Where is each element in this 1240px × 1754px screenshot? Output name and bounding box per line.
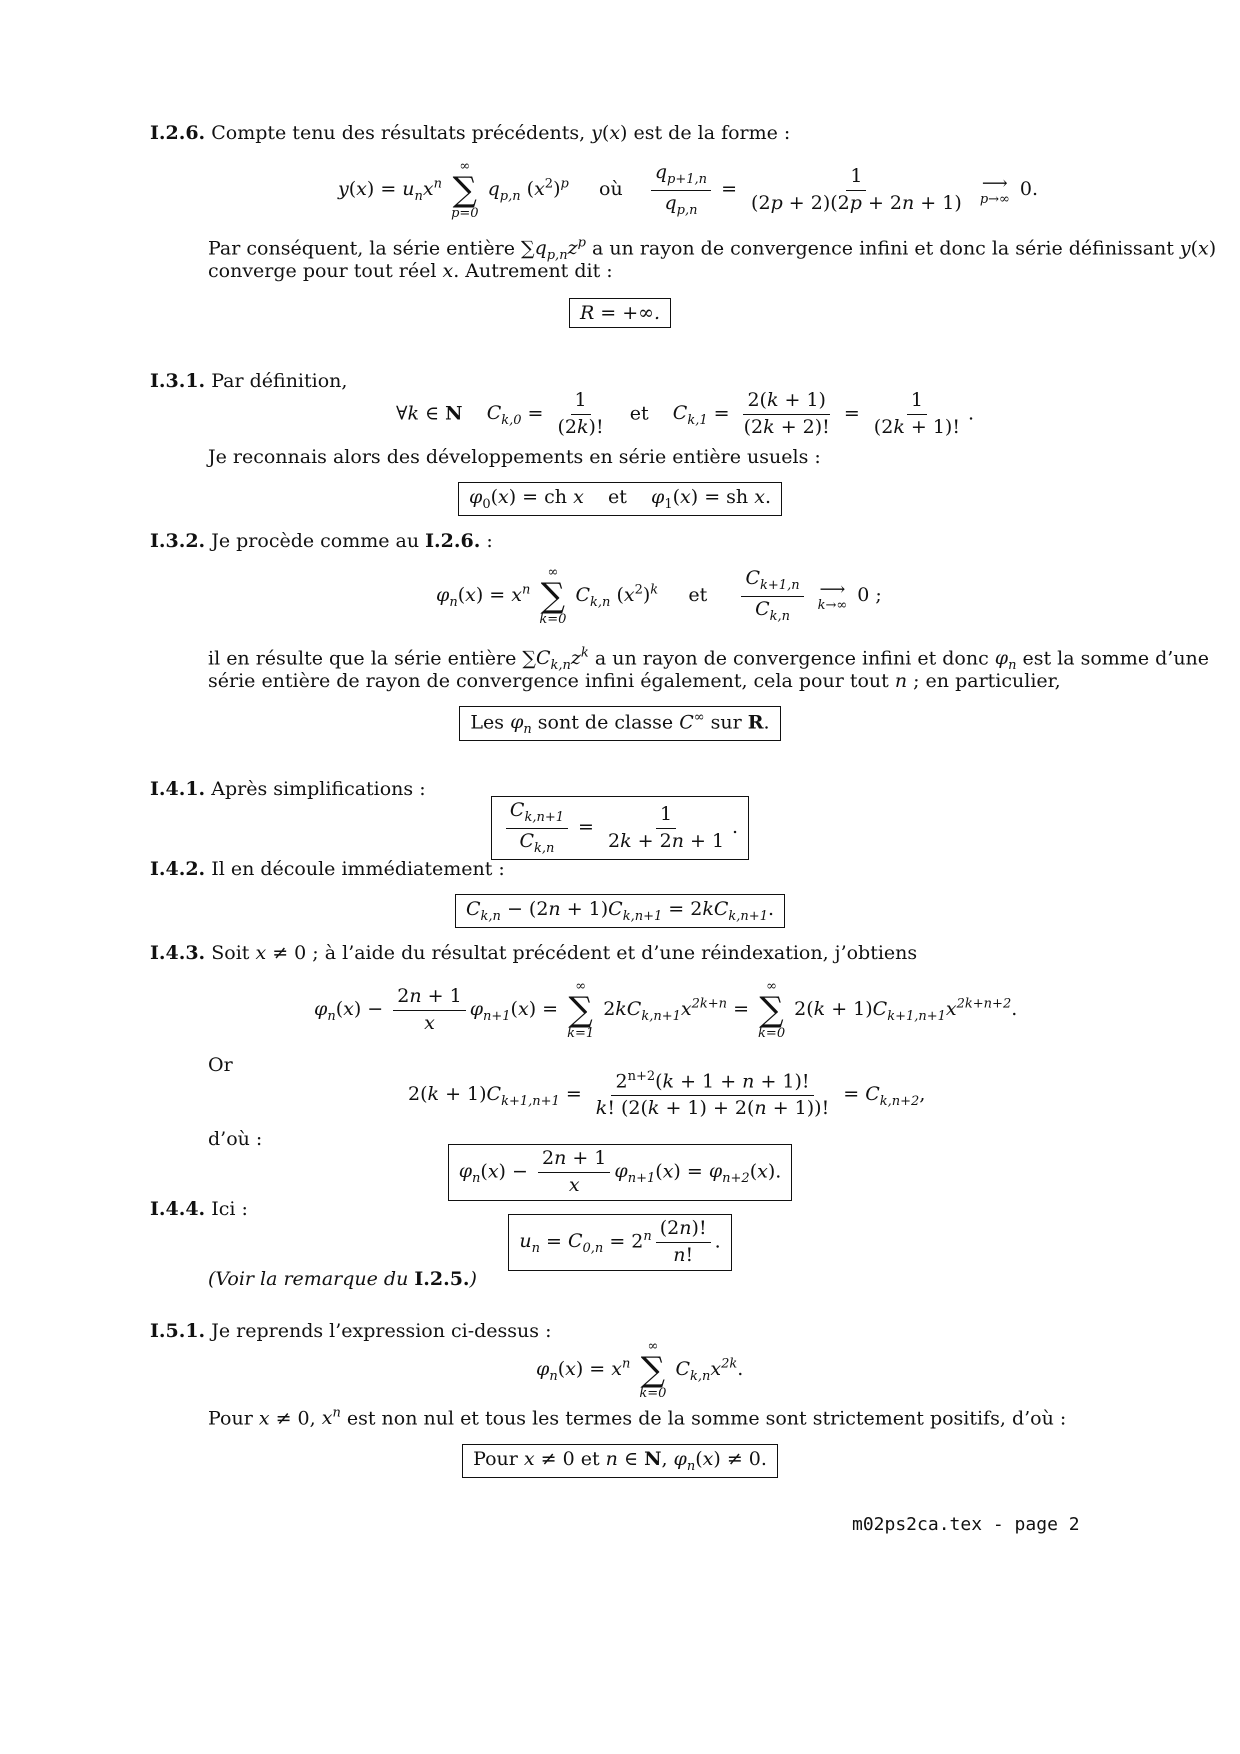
section-i-3-1: I.3.1. Par définition, [150,370,348,392]
paragraph: Par conséquent, la série entière $\sum q_{p,n}z^p$ a un rayon de convergence infini et donc la série définissant y(x) [208,236,1217,264]
page-footer: m02ps2ca.tex - page 2 [852,1514,1080,1535]
paragraph: Pour x ≠ 0, $x^n$ est non nul et tous les termes de la somme sont strictement positifs, d’où : [208,1406,1067,1430]
paragraph: série entière de rayon de convergence infini également, cela pour tout n ; en particulier, [208,670,1061,692]
equation-recurrence: $\varphi_n(x)$ − $\frac{2n + 1}{x}$ $\varphi_{n+1}(x)$ = ∞ ∑ k=1 $2kC_{k,n+1}x^{2k+n}$ = ∞ ∑ k=0 $2(k + 1)C_{k+1,n+1}x^{2k+n+2}$. [314,979,1018,1041]
paragraph: d’où : [208,1128,263,1150]
paragraph: Or [208,1054,233,1076]
paragraph: converge pour tout réel x. Autrement dit : [208,260,613,282]
boxed-result: Les $\varphi_n$ sont de classe C∞ sur R. [0,706,1240,741]
section-intro: Compte tenu des résultats précédents, [211,122,592,144]
section-i-4-4: I.4.4. Ici : [150,1198,248,1220]
section-i-2-6: I.2.6. Compte tenu des résultats précédents, y(x) est de la forme : [150,122,791,144]
paragraph: Je reconnais alors des développements en série entière usuels : [208,446,821,468]
boxed-result: $u_n = C_{0,n} = 2^n$ $\frac{(2n)!}{n!}$ . [0,1214,1240,1271]
boxed-result: $\varphi_n(x)$ − $\frac{2n + 1}{x}$ $\varphi_{n+1}(x) = \varphi_{n+2}(x)$. [0,1144,1240,1201]
remark: (Voir la remarque du I.2.5.) [208,1268,477,1290]
equation-series-y: $y(x) = u_nx^n$ ∞ ∑ p=0 $q_{p,n}$ $(x^2)^p$ où $\frac{q_{p+1,n}}{q_{p,n}}$ = $\frac{1}{(2p + 2)(2p + 2n + 1)}$ ⟶ p→∞ 0. [338,159,1039,221]
paragraph: il en résulte que la série entière $\sum C_{k,n}z^k$ a un rayon de convergence infini et donc $\varphi_n$ est la somme d’une [208,646,1210,674]
section-i-4-2: I.4.2. Il en découle immédiatement : [150,858,505,880]
boxed-result: $\varphi_0(x)$ = ch x et $\varphi_1(x)$ = sh x. [0,482,1240,516]
boxed-result: Pour x ≠ 0 et n ∈ N, $\varphi_n(x) \ne 0$. [0,1444,1240,1478]
boxed-result: $\frac{C_{k,n+1}}{C_{k,n}}$ = $\frac{1}{2k + 2n + 1}$ . [0,796,1240,860]
math-inline: y [591,122,602,144]
equation-phi-n-sum: $\varphi_n(x) = x^n$ ∞ ∑ k=0 $C_{k,n}x^{2k}$. [536,1339,744,1401]
equation-identity: $2(k + 1)C_{k+1,n+1}$ = $\frac{2^{n+2}(k + 1 + n + 1)!}{k! (2(k + 1) + 2(n + 1))!}$ = $C_{k,n+2}$, [408,1069,926,1120]
section-i-4-1: I.4.1. Après simplifications : [150,778,426,800]
section-label: I.2.6. [150,122,206,144]
equation-coefficients: ∀k ∈ N $C_{k,0}$ = $\frac{1}{(2k)!}$ et $C_{k,1}$ = $\frac{2(k + 1)}{(2k + 2)!}$ = $\frac{1}{(2k + 1)!}$ . [396,389,975,438]
section-i-5-1: I.5.1. Je reprends l’expression ci-dessus : [150,1320,552,1342]
boxed-result: $C_{k,n} - (2n + 1)C_{k,n+1} = 2kC_{k,n+1}$. [0,894,1240,928]
section-i-4-3: I.4.3. Soit x ≠ 0 ; à l’aide du résultat précédent et d’une réindexation, j’obtiens [150,942,918,964]
section-i-3-2: I.3.2. Je procède comme au I.2.6. : [150,530,493,552]
equation-phi-n: $\varphi_n(x) = x^n$ ∞ ∑ k=0 $C_{k,n}$ $(x^2)^k$ et $\frac{C_{k+1,n}}{C_{k,n}}$ ⟶ k→∞ 0 ; [436,565,882,627]
boxed-result: R = +∞. [0,298,1240,328]
